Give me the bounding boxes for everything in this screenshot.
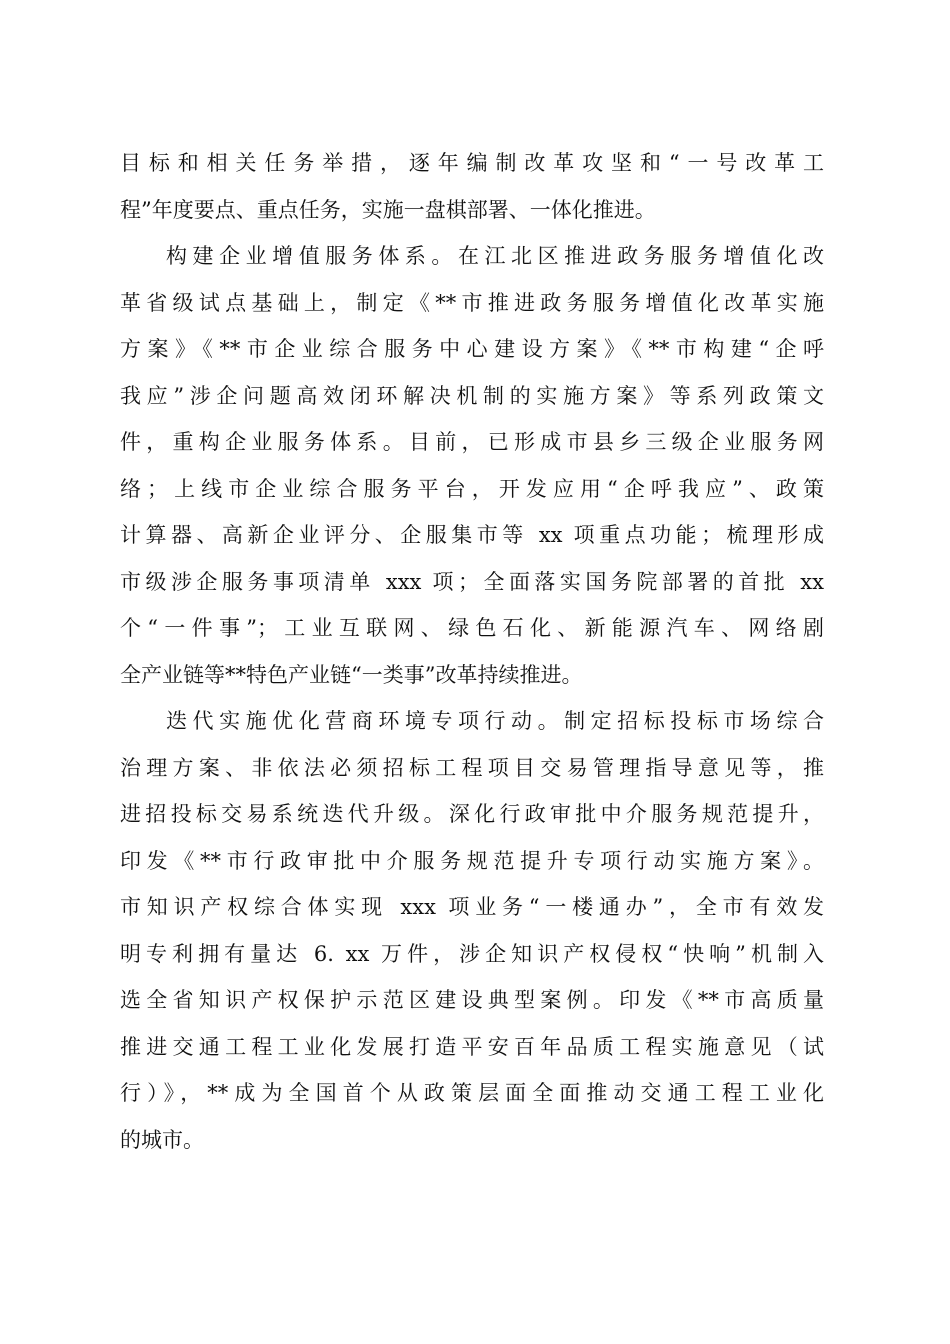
text-line: 计算器、高新企业评分、企服集市等 xx 项重点功能；梳理形成 [120,523,824,547]
text-line: 构建企业增值服务体系。在江北区推进政务服务增值化改 [166,244,824,268]
text-line: 进招投标交易系统迭代升级。深化行政审批中介服务规范提升， [120,802,824,826]
text-line: 全产业链等**特色产业链“一类事”改革持续推进。 [120,662,583,687]
text-line: 印发《**市行政审批中介服务规范提升专项行动实施方案》。 [120,848,824,873]
text-line: 件，重构企业服务体系。目前，已形成市县乡三级企业服务网 [120,430,824,454]
document-page [120,140,824,1163]
text-line: 行）》，**成为全国首个从政策层面全面推动交通工程工业化 [120,1081,824,1105]
text-line: 市级涉企服务事项清单 xxx 项；全面落实国务院部署的首批 xx [120,569,824,594]
paragraph-continuation [120,140,824,233]
text-line: 革省级试点基础上，制定《**市推进政务服务增值化改革实施 [120,290,824,315]
text-line: 络；上线市企业综合服务平台，开发应用“企呼我应”、政策 [120,476,824,501]
text-line: 选全省知识产权保护示范区建设典型案例。印发《**市高质量 [120,988,824,1012]
text-line: 目标和相关任务举措，逐年编制改革攻坚和“一号改革工 [120,151,824,175]
text-line: 的城市。 [120,1127,204,1152]
paragraph-business-environment [120,698,824,1163]
text-line: 我应”涉企问题高效闭环解决机制的实施方案》等系列政策文 [120,383,824,408]
text-line: 治理方案、非依法必须招标工程项目交易管理指导意见等，推 [120,755,824,780]
text-line: 市知识产权综合体实现 xxx 项业务“一楼通办”，全市有效发 [120,895,824,919]
text-line: 迭代实施优化营商环境专项行动。制定招标投标市场综合 [166,709,824,733]
paragraph-enterprise-service-system [120,233,824,698]
text-line: 个“一件事”；工业互联网、绿色石化、新能源汽车、网络剧 [120,616,824,640]
text-line: 明专利拥有量达 6. xx 万件，涉企知识产权侵权“快响”机制入 [120,941,824,966]
text-line: 方案》《**市企业综合服务中心建设方案》《**市构建“企呼 [120,337,824,361]
text-line: 程”年度要点、重点任务，实施一盘棋部署、一体化推进。 [120,197,656,222]
text-line: 推进交通工程工业化发展打造平安百年品质工程实施意见（试 [120,1034,824,1059]
